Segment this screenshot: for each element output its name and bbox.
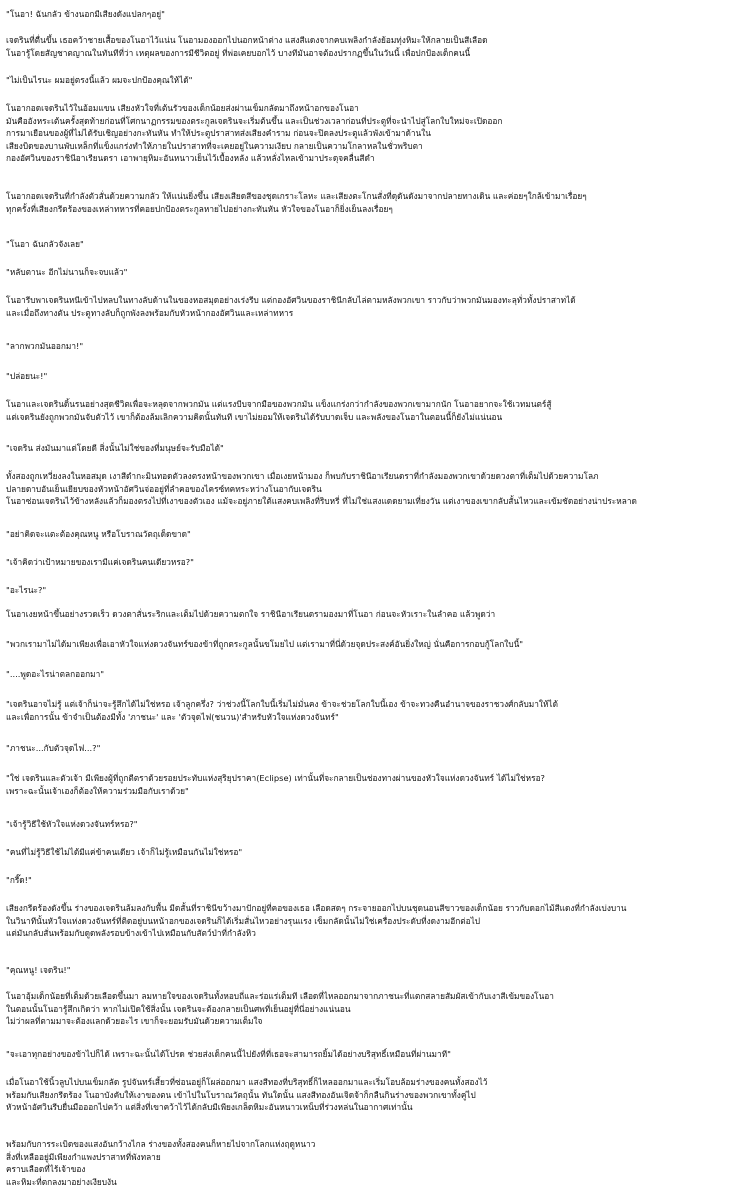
paragraph <box>6 238 730 251</box>
paragraph <box>6 528 730 541</box>
text-line: "เจ้ารู้วิธีใช้หัวใจแห่งดวงจันทร์หรอ?" <box>6 819 138 829</box>
paragraph <box>6 608 730 621</box>
paragraph <box>6 266 730 279</box>
paragraph <box>6 556 730 569</box>
text-line: โนอารู้โดยสัญชาตญาณในทันทีที่ว่า เหตุผลของการมีชีวิตอยู่ ที่พ่อเคยบอกไว้ บางทีมันอาจต้องปรากฏขึ้นในวันนี้ เพื่อปกป้องเด็กคนนี้ <box>6 47 471 58</box>
paragraph <box>6 340 730 353</box>
text-line: พร้อมกับเสียงกรีดร้อง โนอาบังคับให้เงาของตน เข้าไปในโบราณวัตถุนั้น ทันใดนั้น แสงสีทองอันเจิดจ้าก็กลืนกินร่างของพวกเขาทั้งคู่ไป <box>6 1089 476 1100</box>
paragraph <box>6 398 730 423</box>
text-line: "เจ้าคิดว่าเป้าหมายของเรามีแค่เจดรินคนเดียวหรอ?" <box>6 557 194 567</box>
text-line: "คุณหนู! เจดริน!" <box>6 965 71 975</box>
paragraph <box>6 1138 730 1188</box>
text-line: แต่เจดรินยังถูกพวกมันจับตัวไว้ เขาก็ต้องล้มเลิกความคิดนั้นทันที เขาไม่ยอมให้เจดรินได้รับบาดเจ็บ และพลังของโนอาในตอนนี้ก็ยังไม่แน่นอน <box>6 411 503 422</box>
paragraph <box>6 964 730 977</box>
paragraph <box>6 584 730 597</box>
text-line: ไม่ว่าผลที่ตามมาจะต้องแลกด้วยอะไร เขาก็จะยอมรับมันด้วยความเต็มใจ <box>6 1016 263 1026</box>
text-line: ในตอนนั้นโนอารู้สึกเกิดว่า หากไม่เปิดใช้สิ่งนั้น เจดรินจะต้องกลายเป็นศพที่เย็นอยู่ที่นี่อย่างแน่นอน <box>6 1003 351 1014</box>
text-line: โนอาซ่อนเจดรินไว้ข้างหลังแล้วก็มองตรงไปที่เงาของตัวเอง แม้จะอยู่ภายใต้แสงคบเพลิงที่ริบหรี่ ที่ไม่ใช่แสงแดดยามเที่ยงวัน แต่เงาของเขากลับสั้นไหวและเข้มชัดอย่างน่าประหลาด <box>6 496 637 506</box>
paragraph <box>6 698 730 723</box>
text-line: ทั้งสองถูกเหวี่ยงลงในหอสมุด เงาสีดำกะมินทอดตัวลงตรงหน้าของพวกเขา เมื่อเงยหน้ามอง ก็พบกับราชินีอาเรียนดราที่กำลังมองพวกเขาด้วยดวงตาที่เต็มไปด้วยความโลภ <box>6 471 599 481</box>
text-line: และเมื่อถึงทางตัน ประตูทางลับก็ถูกพังลงพร้อมกับหัวหน้ากองอัศวินและเหล่าทหาร <box>6 307 294 318</box>
text-line: "ลากพวกมันออกมา!" <box>6 341 84 351</box>
paragraph <box>6 638 730 651</box>
text-line: เพราะฉะนั้นเจ้าเองก็ต้องให้ความร่วมมือกับเราด้วย" <box>6 785 189 796</box>
text-line: โนอาและเจดรินดิ้นรนอย่างสุดชีวิตเพื่อจะหลุดจากพวกมัน แต่แรงบีบจากมือของพวกมัน แข็งแกร่งกว่ากำลังของพวกเขามากนัก โนอาอยากจะใช้เวทมนตร์สู้ <box>6 399 552 409</box>
text-line: และหิมะที่ตกลงมาอย่างเงียบงัน <box>6 1176 117 1187</box>
text-line: โนอาอุ้มเด็กน้อยที่เต็มด้วยเลือดขึ้นมา ลมหายใจของเจดรินทั้งหอบถี่และร่อแร่เต็มที เลือดที่ไหลออกมาจากภาชนะที่แตกสลายสัมผัสเข้ากับเงาสีเข้มของโนอา <box>6 991 554 1001</box>
text-line: "....พูดอะไรน่าตลกออกมา" <box>6 669 105 679</box>
text-line: "อย่าคิดจะแตะต้องคุณหนู หรือโบราณวัตถุเด็ดขาด" <box>6 529 191 539</box>
text-line: คราบเลือดที่ไร้เจ้าของ <box>6 1164 86 1174</box>
text-line: เมื่อโนอาใช้นิ้วลูบไปบนเข็มกลัด รูปจันทร์เสี้ยวที่ซ่อนอยู่ก็โผล่ออกมา แสงสีทองที่บริสุทธิ์ก็ไหลออกมาและเริ่มโอบล้อมร่างของคนทั้งสองไว้ <box>6 1077 488 1087</box>
paragraph <box>6 1076 730 1114</box>
paragraph <box>6 8 730 21</box>
text-line: ทุกครั้งที่เสียงกรีดร้องของเหล่าทหารที่คอยปกป้องตระกูลหายไปอย่างกะทันหัน หัวใจของโนอาก็ยิ่งเย็นลงเรื่อยๆ <box>6 203 393 214</box>
text-line: พร้อมกับการระเบิดของแสงอันกว้างไกล ร่างของทั้งสองคนก็หายไปจากโลกแห่งฤดูหนาว <box>6 1139 316 1149</box>
text-line: "คนที่ไม่รู้วิธีใช้ไม่ได้มีแค่ข้าคนเดียว เจ้าก็ไม่รู้เหมือนกันไม่ใช่หรอ" <box>6 847 243 857</box>
text-line: "โนอา! ฉันกลัว ข้างนอกมีเสียงดังแปลกๆอยู่" <box>6 9 165 19</box>
text-line: แต่มันกลับสั่นพร้อมกับดูดพลังรอบข้างเข้าไปเหมือนกับสัตว์ป่าที่กำลังหิว <box>6 928 256 938</box>
text-line: และเพื่อการนั้น ข้าจำเป็นต้องมีทั้ง 'ภาชนะ' และ 'ตัวจุดไฟ(ชนวน)'สำหรับหัวใจแห่งดวงจันทร์" <box>6 711 339 722</box>
paragraph <box>6 990 730 1028</box>
text-line: เสียงกรีดร้องดังขึ้น ร่างของเจดรินล้มลงกับพื้น มีดสั้นที่ราชินีขว้างมาปักอยู่ที่คอของเธอ เลือดสดๆ กระจายออกไปบนชุดนอนสีขาวของเด็กน้อย ราวกับดอกไม้สีแดงที่กำลังเบ่งบาน <box>6 903 627 913</box>
text-line: "อะไรนะ?" <box>6 585 47 595</box>
text-line: "จะเอาทุกอย่างของข้าไปก็ได้ เพราะฉะนั้นได้โปรด ช่วยส่งเด็กคนนี้ไปยังที่ที่เธอจะสามารถยิ้มได้อย่างบริสุทธิ์เหมือนที่ผ่านมาที" <box>6 1049 451 1059</box>
text-line: หัวหน้าอัศวินรีบยื่นมือออกไปคว้า แต่สิ่งที่เขาคว้าไว้ได้กลับมีเพียงเกล็ดหิมะอันหนาวเหน็บที่ร่วงหล่นในอากาศเท่านั้น <box>6 1102 413 1112</box>
text-line: "เจดรินอาจไม่รู้ แต่เจ้าก็น่าจะรู้สึกได้ไม่ใช่หรอ เจ้าลูกครึ่ง? ว่าช่วงนี้โลกใบนี้เริ่มไม่มั่นคง ข้าจะช่วยโลกใบนี้เอง ข้าจะทวงคืนอำนาจของราชวงศ์กลับมาให้ได้ <box>6 699 558 709</box>
text-line: "ภาชนะ...กับตัวจุดไฟ...?" <box>6 743 101 753</box>
paragraph <box>6 742 730 755</box>
text-line: โนอากอดเจดรินที่กำลังตัวสั่นด้วยความกลัว ให้แน่นยิ่งขึ้น เสียงเสียดสีของชุดเกราะโลหะ และเสียงตะโกนสั่งที่ดุดันดังมาจากปลายทางเดิน และค่อยๆใกล้เข้ามาเรื่อยๆ <box>6 191 587 201</box>
paragraph <box>6 190 730 215</box>
text-line: "เจดริน ส่งมันมาแต่โดยดี สิ่งนั้นไม่ใช่ของที่มนุษย์จะรับมือได้" <box>6 443 224 453</box>
paragraph <box>6 818 730 831</box>
text-line: สิ่งที่เหลืออยู่มีเพียงกำแพงปราสาทที่พังทลาย <box>6 1151 161 1162</box>
text-line: โนอาเงยหน้าขึ้นอย่างรวดเร็ว ดวงตาสั่นระริกและเต็มไปด้วยความตกใจ ราชินีอาเรียนดรามองมาที่โนอา ก่อนจะหัวเราะในลำคอ แล้วพูดว่า <box>6 609 496 619</box>
text-line: การมาเยือนของผู้ที่ไม่ได้รับเชิญอย่างกะทันหัน ทำให้ประตูปราสาทส่งเสียงคำราม ก่อนจะปิดลงประตูแล้วพังเข้ามาด้านใน <box>6 128 431 138</box>
text-line: ปลายดาบอันเย็นเยียบของหัวหน้าอัศวินจ่ออยู่ที่ลำคอของไครซ์ทคทระหว่างโนอากับเจดริน <box>6 483 322 494</box>
paragraph <box>6 294 730 319</box>
text-line: "ปล่อยนะ!" <box>6 371 48 381</box>
text-line: "หลับตานะ อีกไม่นานก็จะจบแล้ว" <box>6 267 128 277</box>
paragraph <box>6 442 730 455</box>
paragraph <box>6 370 730 383</box>
paragraph <box>6 102 730 165</box>
paragraph <box>6 772 730 797</box>
text-line: ในวินาทีนั้นหัวใจแห่งดวงจันทร์ที่ติดอยู่บนหน้าอกของเจดรินก็ได้เริ่มสั่นไหวอย่างรุนแรง เข็มกลัดนั้นไม่ใช่เครื่องประดับที่งดงามอีกต่อไป <box>6 915 481 926</box>
text-line: "พวกเรามาไม่ได้มาเพียงเพื่อเอาหัวใจแห่งดวงจันทร์ของข้าที่ถูกตระกูลนั้นขโมยไป แต่เรามาที่นี่ด้วยจุดประสงค์อันยิ่งใหญ่ นั่นคือการกอบกู้โลกใบนี้" <box>6 639 524 649</box>
paragraph <box>6 668 730 681</box>
text-line: "ไม่เป็นไรนะ ผมอยู่ตรงนี้แล้ว ผมจะปกป้องคุณให้ได้" <box>6 75 193 85</box>
text-line: "กรี๊ด!" <box>6 875 32 885</box>
paragraph <box>6 1048 730 1061</box>
paragraph <box>6 74 730 87</box>
paragraph <box>6 846 730 859</box>
text-line: โนอากอดเจดรินไว้ในอ้อมแขน เสียงหัวใจที่เต้นรัวของเด็กน้อยส่งผ่านเข็มกลัดมาถึงหน้าอกของโนอา <box>6 103 359 113</box>
text-line: โนอารีบพาเจดรินหนีเข้าไปหลบในทางลับด้านในของหอสมุดอย่างเร่งรีบ แต่กองอัศวินของราชินีกลับไล่ตามหลังพวกเขา ราวกับว่าพวกมันมองทะลุทั่วทั้งปราสาทได้ <box>6 295 576 305</box>
paragraph <box>6 34 730 59</box>
paragraph <box>6 470 730 508</box>
paragraph <box>6 874 730 887</box>
text-line: "ใช่ เจดรินและตัวเจ้า มีเพียงผู้ที่ถูกตีตราด้วยรอยประทับแห่งสุริยุปราคา(Eclipse) เท่านั้นที่จะกลายเป็นช่องทางผ่านของหัวใจแห่งดวงจันทร์ ได้ไม่ใช่หรอ? <box>6 773 545 783</box>
text-line: เจดรินที่ตื่นขึ้น เธอคว้าชายเสื้อของโนอาไว้แน่น โนอามองออกไปนอกหน้าต่าง แสงสีแดงจากคบเพลิงกำลังย้อมทุ่งหิมะให้กลายเป็นสีเลือด <box>6 35 488 45</box>
text-line: เสียงบิดของบานพับเหล็กที่แข็งแกร่งทำให้ภายในปราสาทที่จะเคยอยู่ในความเงียบ กลายเป็นความโกลาหลในชั่วพริบตา <box>6 140 423 151</box>
text-line: มันคืออังหระเต้นครั้งสุดท้ายก่อนที่โศกนาฏกรรมของตระกูลเจดรินจะเริ่มต้นขึ้น และเป็นช่วงเวลาก่อนที่ประตูที่จะนำไปสู่โลกใบใหม่จะเปิดออก <box>6 115 503 126</box>
paragraph <box>6 902 730 940</box>
text-line: กองอัศวินของราชินีอาเรียนดรา เอาพายุหิมะอันหนาวเย็นไว้เบื้องหลัง แล้วหลั่งไหลเข้ามาประดุจคลื่นสีดำ <box>6 153 375 163</box>
text-line: "โนอา ฉันกลัวจังเลย" <box>6 239 84 249</box>
